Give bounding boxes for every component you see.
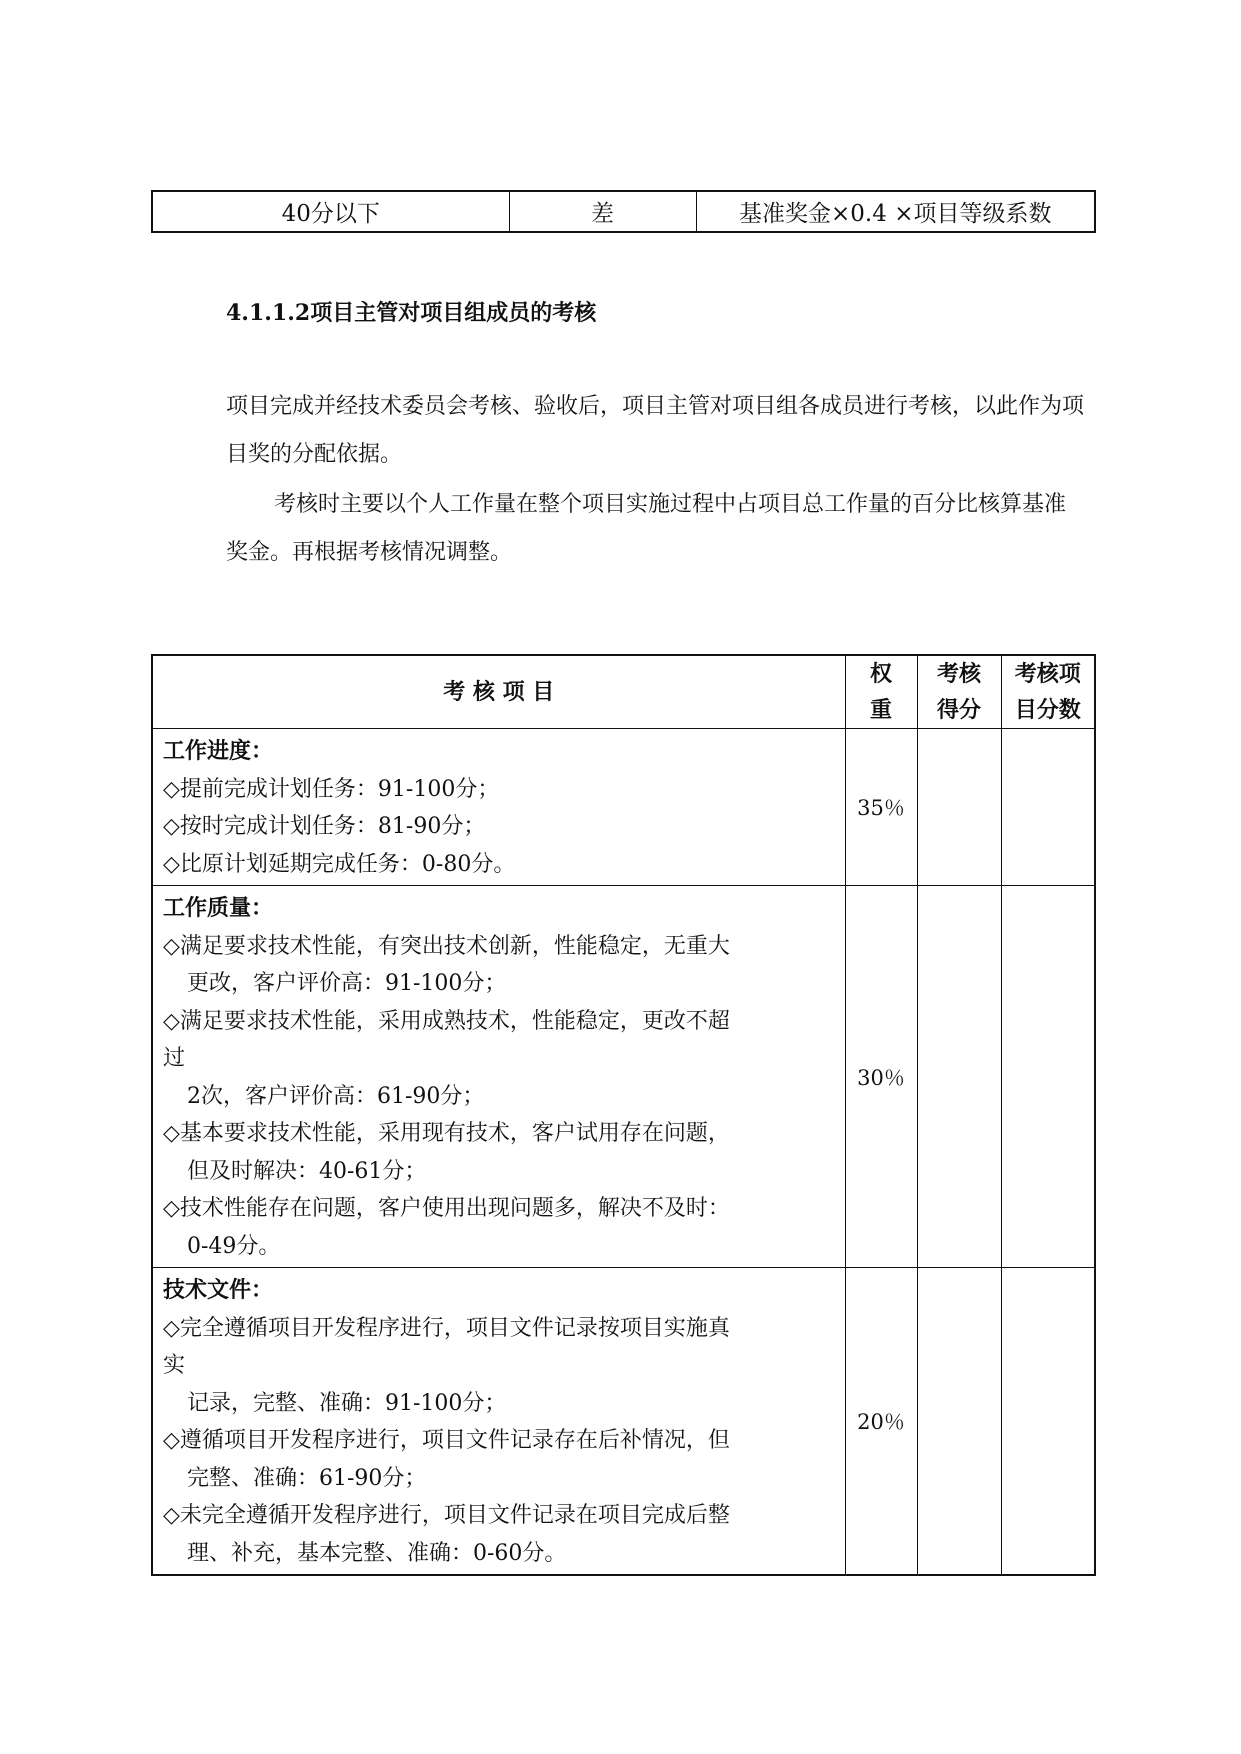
criteria-line: 2次，客户评价高：61-90分； — [187, 1083, 485, 1109]
criteria-line: ◇比原计划延期完成任务：0-80分。 — [163, 851, 516, 877]
table-row — [152, 886, 1095, 1268]
table-row — [152, 729, 1095, 886]
criteria-line: ◇按时完成计划任务：81-90分； — [163, 814, 486, 839]
criteria-line: ◇技术性能存在问题，客户使用出现问题多，解决不及时： — [163, 1196, 730, 1221]
criteria-cell-quality — [152, 886, 845, 1268]
header-item-score-line: 目分数 — [1014, 697, 1081, 723]
grade-table-last-row — [151, 190, 1096, 233]
score-cell — [917, 886, 1001, 1268]
criteria-line: ◇完全遵循项目开发程序进行，项目文件记录按项目实施真 — [163, 1315, 730, 1341]
header-assessment-item: 考 核 项 目 — [152, 655, 845, 729]
table-row — [152, 191, 1095, 232]
table-header-row — [152, 655, 1095, 729]
weight-cell: 35％ — [845, 729, 917, 886]
criteria-line: 记录，完整、准确：91-100分； — [187, 1390, 507, 1416]
criteria-line: ◇提前完成计划任务：91-100分； — [163, 776, 500, 802]
criteria-cell-progress — [152, 729, 845, 886]
criteria-line: 理、补充，基本完整、准确：0-60分。 — [187, 1540, 567, 1566]
criteria-line: 实 — [163, 1353, 186, 1378]
item-score-cell — [1001, 886, 1095, 1268]
category-label: 工作质量： — [163, 895, 274, 921]
score-cell — [917, 1268, 1001, 1576]
section-heading: 4.1.1.2项目主管对项目组成员的考核 — [226, 300, 597, 326]
criteria-line: 过 — [163, 1046, 186, 1071]
header-item-score — [1001, 655, 1095, 729]
header-score-line: 得分 — [936, 697, 981, 723]
paragraph-assessment-intro: 项目完成并经技术委员会考核、验收后，项目主管对项目组各成员进行考核，以此作为项目奖的分配依据。 — [226, 394, 1085, 467]
item-score-cell — [1001, 729, 1095, 886]
category-label: 技术文件： — [163, 1277, 274, 1303]
criteria-line: 更改，客户评价高：91-100分； — [187, 971, 507, 996]
header-score — [917, 655, 1001, 729]
weight-cell: 30％ — [845, 886, 917, 1268]
category-label: 工作进度： — [163, 738, 274, 764]
header-weight — [845, 655, 917, 729]
weight-cell: 20％ — [845, 1268, 917, 1576]
criteria-line: ◇基本要求技术性能，采用现有技术，客户试用存在问题， — [163, 1121, 730, 1146]
header-weight-line: 重 — [869, 697, 892, 723]
bonus-formula-cell: 基准奖金×0.4 ×项目等级系数 — [696, 191, 1095, 232]
header-item-score-line: 考核项 — [1014, 661, 1081, 687]
criteria-line: 但及时解决：40-61分； — [187, 1158, 427, 1184]
grade-cell: 差 — [509, 191, 696, 232]
header-score-line: 考核 — [936, 661, 981, 687]
criteria-line: 完整、准确：61-90分； — [187, 1465, 427, 1491]
assessment-table — [151, 654, 1096, 1576]
criteria-line: ◇满足要求技术性能，采用成熟技术，性能稳定，更改不超 — [163, 1008, 730, 1034]
table-row — [152, 1268, 1095, 1576]
criteria-line: ◇遵循项目开发程序进行，项目文件记录存在后补情况，但 — [163, 1428, 730, 1453]
criteria-line: ◇未完全遵循开发程序进行，项目文件记录在项目完成后整 — [163, 1503, 730, 1528]
criteria-cell-documents — [152, 1268, 845, 1576]
score-range-cell: 40分以下 — [152, 191, 509, 232]
item-score-cell — [1001, 1268, 1095, 1576]
score-cell — [917, 729, 1001, 886]
criteria-line: 0-49分。 — [187, 1233, 281, 1259]
header-weight-line: 权 — [869, 661, 892, 687]
paragraph-bonus-basis: 考核时主要以个人工作量在整个项目实施过程中占项目总工作量的百分比核算基准奖金。再根据考核情况调整。 — [226, 492, 1067, 565]
criteria-line: ◇满足要求技术性能，有突出技术创新，性能稳定，无重大 — [163, 933, 730, 959]
